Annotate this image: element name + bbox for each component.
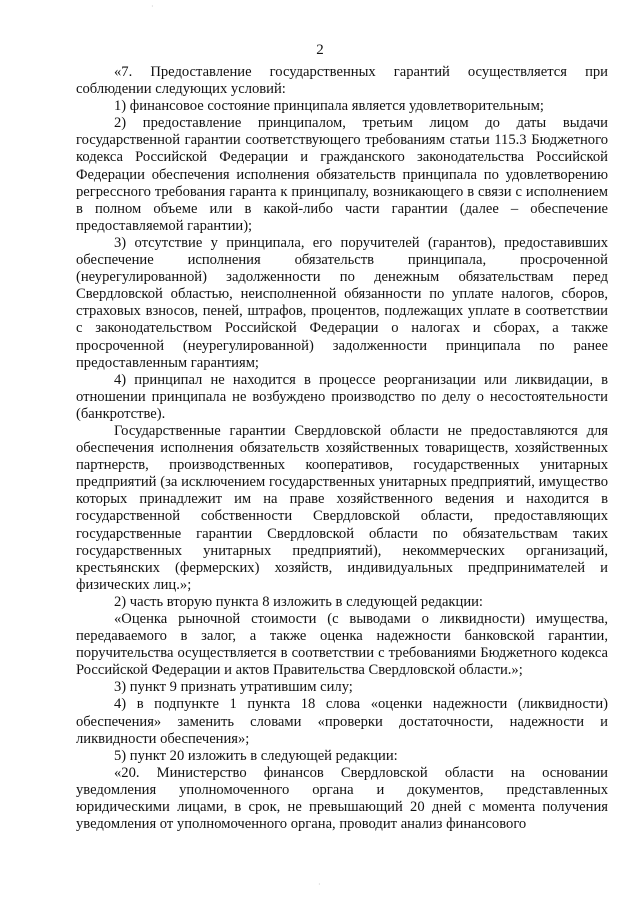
scan-speck: · — [151, 2, 154, 11]
paragraph: Государственные гарантии Свердловской области не предоставляются для обеспечения исполнения обязательств хозяйственных товариществ, хозяйственных партнерств, производственных кооперативов, государственных унитарных предприятий (за исключением государственных унитарных предприятий, имущество которых принадлежит им на праве хозяйственного ведения и находится в государственной собственности Свердловской области, предоставляющих государственные гарантии Свердловской области по обязательствам таких государственных унитарных предприятий), некоммерческих организаций, крестьянских (фермерских) хозяйств, индивидуальных предпринимателей и физических лиц.»; — [76, 422, 608, 593]
document-body — [76, 64, 608, 833]
page-number: 2 — [316, 42, 324, 58]
paragraph: «Оценка рыночной стоимости (с выводами о ликвидности) имущества, передаваемого в залог, а также оценка надежности банковской гарантии, поручительства осуществляется в соответствии с требованиями Бюджетного кодекса Российской Федерации и актов Правительства Свердловской области.»; — [76, 611, 608, 679]
paragraph: 3) пункт 9 признать утратившим силу; — [114, 679, 353, 696]
paragraph: 4) в подпункте 1 пункта 18 слова «оценки надежности (ликвидности) обеспечения» заменить словами «проверки достаточности, надежности и ликвидности обеспечения»; — [76, 696, 608, 747]
paragraph: 5) пункт 20 изложить в следующей редакции: — [114, 747, 398, 764]
paragraph: «20. Министерство финансов Свердловской области на основании уведомления уполномоченного органа и документов, представленных юридическими лицами, в срок, не превышающий 20 дней с момента получения уведомления от уполномоченного органа, проводит анализ финансового — [76, 764, 608, 833]
paragraph: 2) часть вторую пункта 8 изложить в следующей редакции: — [114, 593, 483, 610]
paragraph: 1) финансовое состояние принципала является удовлетворительным; — [114, 98, 544, 115]
paragraph: 3) отсутствие у принципала, его поручителей (гарантов), предоставивших обеспечение исполнения обязательств принципала, просроченной (неурегулированной) задолженности по денежным обязательствам перед Свердловской областью, неисполненной обязанности по уплате налогов, сборов, страховых взносов, пеней, штрафов, процентов, подлежащих уплате в соответствии с законодательством Российской Федерации о налогах и сборах, а также просроченной (неурегулированной) задолженности принципала по ранее предоставленным гарантиям; — [76, 234, 608, 371]
paragraph: «7. Предоставление государственных гарантий осуществляется при соблюдении следующих условий: — [76, 64, 608, 98]
paragraph: 4) принципал не находится в процессе реорганизации или ликвидации, в отношении принципала не возбуждено производство по делу о несостоятельности (банкротстве). — [76, 371, 608, 422]
paragraph: 2) предоставление принципалом, третьим лицом до даты выдачи государственной гарантии соответствующего требованиям статьи 115.3 Бюджетного кодекса Российской Федерации и гражданского законодательства Российской Федерации обеспечения исполнения обязательств принципала по удовлетворению регрессного требования гаранта к принципалу, возникающего в связи с исполнением в полном объеме или в какой-либо части гарантии (далее – обеспечение предоставляемой гарантии); — [76, 115, 608, 234]
scan-speck: · — [318, 880, 321, 889]
